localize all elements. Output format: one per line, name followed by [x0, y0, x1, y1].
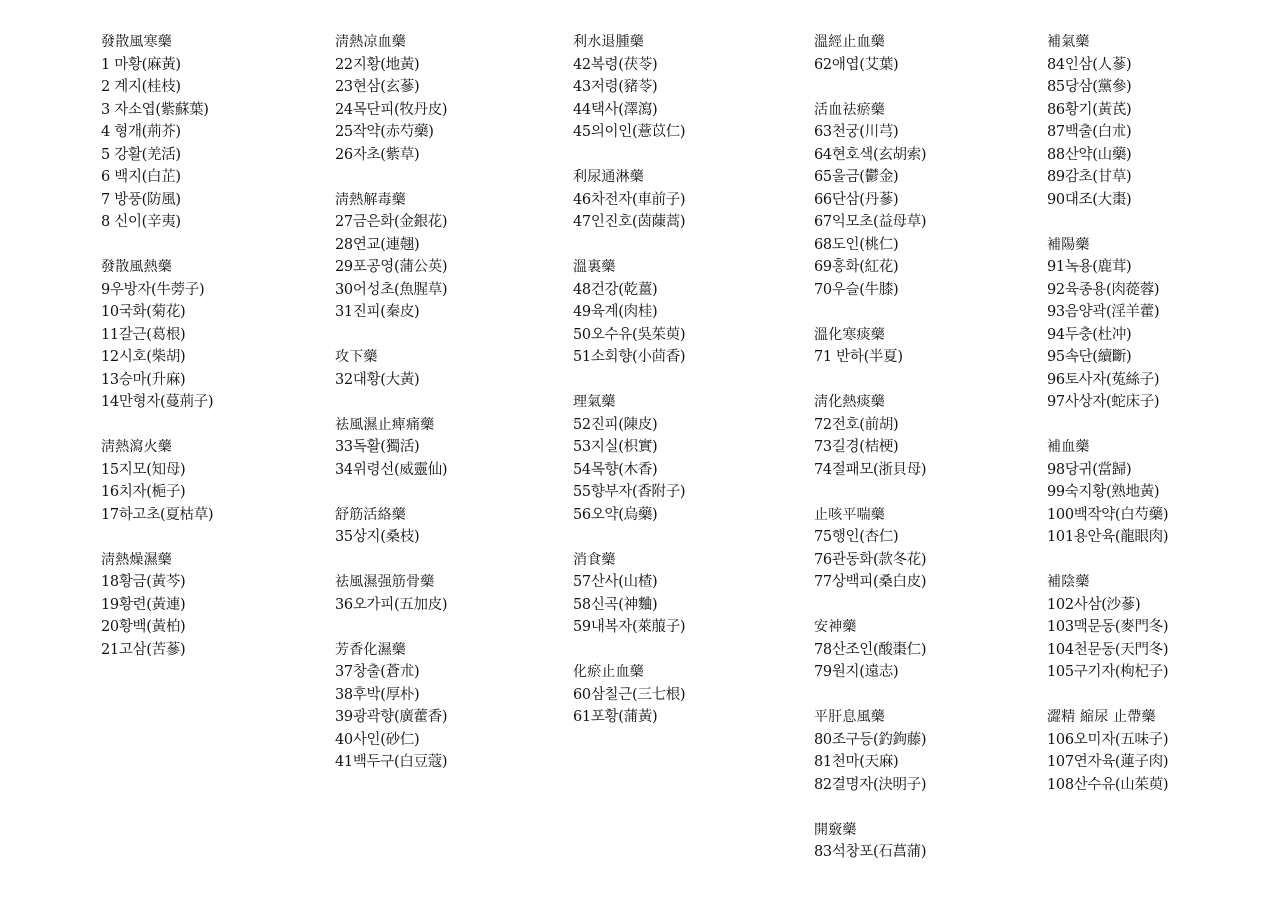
column-2 — [335, 31, 563, 796]
herb-item: 59내복자(萊菔子) — [573, 619, 686, 635]
herb-item: 97사상자(蛇床子) — [1047, 394, 1160, 410]
herb-item: 62애엽(艾葉) — [814, 56, 899, 73]
herb-item: 10국화(菊花) — [101, 304, 186, 320]
herb-item: 54목향(木香) — [573, 461, 658, 478]
category-title: 攻下藥 — [335, 349, 378, 365]
category-title: 祛風濕止痺痛藥 — [335, 416, 435, 433]
herb-item: 92육종용(肉蓯蓉) — [1047, 281, 1160, 298]
herb-category-group — [573, 391, 801, 526]
herb-category-group — [573, 166, 801, 234]
category-title: 溫化寒痰藥 — [814, 326, 885, 343]
herb-item: 65울금(鬱金) — [814, 169, 899, 185]
herb-item: 94두충(杜冲) — [1047, 326, 1132, 343]
column-4 — [814, 31, 1042, 886]
category-title: 發散風熱藥 — [101, 259, 172, 275]
herb-item: 11갈근(葛根) — [101, 326, 186, 343]
category-title: 補陽藥 — [1047, 236, 1090, 253]
herb-item: 41백두구(白豆蔻) — [335, 754, 448, 770]
category-title: 化瘀止血藥 — [573, 664, 644, 680]
category-title: 安神藥 — [814, 619, 857, 635]
category-title: 理氣藥 — [573, 394, 616, 410]
herb-category-group — [101, 256, 329, 414]
herb-item: 4 형개(荊芥) — [101, 124, 181, 140]
category-title: 淸熱燥濕藥 — [101, 551, 172, 568]
herb-item: 90대조(大棗) — [1047, 191, 1132, 208]
herb-item: 99숙지황(熟地黃) — [1047, 484, 1160, 500]
herb-item: 66단삼(丹蔘) — [814, 191, 899, 208]
herb-item: 14만형자(蔓荊子) — [101, 394, 214, 410]
herb-item: 86황기(黃芪) — [1047, 101, 1132, 118]
herb-category-group — [814, 99, 1042, 302]
herb-category-group — [573, 661, 801, 729]
herb-item: 100백작약(白芍藥) — [1047, 506, 1169, 523]
herb-category-group — [814, 504, 1042, 594]
herb-item: 68도인(桃仁) — [814, 236, 899, 253]
herb-item: 20황백(黃柏) — [101, 619, 186, 635]
category-title: 淸熱瀉火藥 — [101, 439, 172, 455]
herb-category-group — [814, 391, 1042, 481]
herb-item: 32대황(大黃) — [335, 371, 420, 388]
herb-item: 31진피(秦皮) — [335, 304, 420, 320]
herb-item: 34위령선(威靈仙) — [335, 461, 448, 478]
category-title: 利尿通淋藥 — [573, 169, 644, 185]
category-title: 發散風寒藥 — [101, 34, 172, 50]
herb-item: 27금은화(金銀花) — [335, 214, 448, 230]
herb-item: 19황련(黃連) — [101, 596, 186, 613]
herb-item: 105구기자(枸杞子) — [1047, 664, 1169, 680]
herb-item: 2 계지(桂枝) — [101, 79, 181, 95]
herb-item: 35상지(桑枝) — [335, 529, 420, 545]
herb-category-group — [1047, 31, 1275, 211]
herb-item: 30어성초(魚腥草) — [335, 281, 448, 298]
herb-item: 107연자육(蓮子肉) — [1047, 754, 1169, 770]
herb-category-group — [814, 324, 1042, 369]
herb-item: 67익모초(益母草) — [814, 214, 927, 230]
herb-item: 43저령(豬苓) — [573, 79, 658, 95]
herb-category-group — [335, 571, 563, 616]
herb-item: 56오약(烏藥) — [573, 506, 658, 523]
herb-item: 45의이인(薏苡仁) — [573, 124, 686, 140]
herb-item: 73길경(桔梗) — [814, 439, 899, 455]
herb-category-group — [573, 256, 801, 369]
herb-item: 40사인(砂仁) — [335, 731, 420, 748]
herb-item: 49육계(肉桂) — [573, 304, 658, 320]
herb-item: 28연교(連翹) — [335, 236, 420, 253]
category-title: 平肝息風藥 — [814, 709, 885, 725]
column-3 — [573, 31, 801, 751]
herb-item: 50오수유(吳茱萸) — [573, 326, 686, 343]
herb-item: 104천문동(天門冬) — [1047, 641, 1169, 658]
herb-category-group — [1047, 234, 1275, 414]
herb-item: 51소회향(小茴香) — [573, 349, 686, 365]
herb-item: 93음양곽(淫羊藿) — [1047, 304, 1160, 320]
herb-item: 16치자(梔子) — [101, 484, 186, 500]
category-title: 止咳平喘藥 — [814, 506, 885, 523]
herb-item: 70우슬(牛膝) — [814, 281, 899, 298]
herb-item: 55향부자(香附子) — [573, 484, 686, 500]
category-title: 補陰藥 — [1047, 574, 1090, 590]
herb-item: 5 강활(羌活) — [101, 146, 181, 163]
herb-item: 96토사자(菟絲子) — [1047, 371, 1160, 388]
category-title: 祛風濕强筋骨藥 — [335, 574, 435, 590]
herb-item: 84인삼(人蔘) — [1047, 56, 1132, 73]
herb-item: 47인진호(茵蔯蒿) — [573, 214, 686, 230]
category-title: 澀精 縮尿 止帶藥 — [1047, 709, 1156, 725]
herb-item: 7 방풍(防風) — [101, 191, 181, 208]
herb-category-group — [1047, 571, 1275, 684]
category-title: 淸熱解毒藥 — [335, 191, 406, 208]
herb-item: 82결명자(決明子) — [814, 776, 927, 793]
herb-item: 95속단(續斷) — [1047, 349, 1132, 365]
herb-item: 33독활(獨活) — [335, 439, 420, 455]
herb-category-group — [335, 504, 563, 549]
herb-category-group — [814, 616, 1042, 684]
herb-item: 17하고초(夏枯草) — [101, 506, 214, 523]
herb-category-group — [335, 189, 563, 324]
herb-item: 71 반하(半夏) — [814, 349, 903, 365]
herb-item: 48건강(乾薑) — [573, 281, 658, 298]
herb-item: 88산약(山藥) — [1047, 146, 1132, 163]
herb-item: 26자초(紫草) — [335, 146, 420, 163]
herb-item: 106오미자(五味子) — [1047, 731, 1169, 748]
herb-item: 15지모(知母) — [101, 461, 186, 478]
category-title: 芳香化濕藥 — [335, 641, 406, 658]
herb-item: 37창출(蒼朮) — [335, 664, 420, 680]
herb-item: 53지실(枳實) — [573, 439, 658, 455]
herb-category-group — [814, 819, 1042, 864]
herb-item: 1 마황(麻黃) — [101, 56, 181, 73]
category-title: 補氣藥 — [1047, 34, 1090, 50]
herb-item: 75행인(杏仁) — [814, 529, 899, 545]
herb-category-group — [573, 31, 801, 144]
herb-item: 72전호(前胡) — [814, 416, 899, 433]
herb-item: 52진피(陳皮) — [573, 416, 658, 433]
herb-item: 74절패모(浙貝母) — [814, 461, 927, 478]
herb-item: 79원지(遠志) — [814, 664, 899, 680]
category-title: 舒筋活絡藥 — [335, 506, 406, 523]
herb-item: 29포공영(蒲公英) — [335, 259, 448, 275]
herb-item: 60삼칠근(三七根) — [573, 686, 686, 703]
herb-item: 108산수유(山茱萸) — [1047, 776, 1169, 793]
herb-item: 3 자소엽(紫蘇葉) — [101, 101, 209, 118]
herb-item: 58신곡(神麯) — [573, 596, 658, 613]
herb-item: 36오가피(五加皮) — [335, 596, 448, 613]
herb-item: 80조구등(釣鉤藤) — [814, 731, 927, 748]
herb-item: 42복령(茯苓) — [573, 56, 658, 73]
herb-item: 69홍화(紅花) — [814, 259, 899, 275]
herb-category-group — [335, 414, 563, 482]
herb-item: 89감초(甘草) — [1047, 169, 1132, 185]
column-1 — [101, 31, 329, 684]
herb-item: 91녹용(鹿茸) — [1047, 259, 1132, 275]
herb-category-group — [335, 639, 563, 774]
herb-item: 77상백피(桑白皮) — [814, 574, 927, 590]
herb-item: 24목단피(牧丹皮) — [335, 101, 448, 118]
herb-item: 64현호색(玄胡索) — [814, 146, 927, 163]
herb-item: 12시호(柴胡) — [101, 349, 186, 365]
herb-item: 57산사(山楂) — [573, 574, 658, 590]
herb-item: 87백출(白朮) — [1047, 124, 1132, 140]
category-title: 活血祛瘀藥 — [814, 101, 885, 118]
herb-category-group — [573, 549, 801, 639]
category-title: 溫裏藥 — [573, 259, 616, 275]
herb-item: 21고삼(苦蔘) — [101, 641, 186, 658]
category-title: 開竅藥 — [814, 821, 857, 838]
herb-item: 9우방자(牛蒡子) — [101, 281, 205, 298]
herb-item: 85당삼(黨參) — [1047, 79, 1132, 95]
herb-category-group — [101, 549, 329, 662]
herb-category-group — [1047, 436, 1275, 549]
herb-item: 81천마(天麻) — [814, 754, 899, 770]
category-title: 淸熱凉血藥 — [335, 34, 406, 50]
herb-category-group — [814, 706, 1042, 796]
herb-item: 22지황(地黃) — [335, 56, 420, 73]
herb-item: 8 신이(辛夷) — [101, 214, 181, 230]
herb-item: 46차전자(車前子) — [573, 191, 686, 208]
herb-item: 25작약(赤芍藥) — [335, 124, 434, 140]
herb-item: 61포황(蒲黃) — [573, 709, 658, 725]
herb-item: 39광곽향(廣藿香) — [335, 709, 448, 725]
herb-item: 18황금(黃芩) — [101, 574, 186, 590]
herb-category-group — [335, 346, 563, 391]
herb-item: 44택사(澤瀉) — [573, 101, 658, 118]
category-title: 消食藥 — [573, 551, 616, 568]
herb-item: 101용안육(龍眼肉) — [1047, 529, 1169, 545]
herb-category-group — [814, 31, 1042, 76]
herb-item: 102사삼(沙蔘) — [1047, 596, 1141, 613]
herb-item: 13승마(升麻) — [101, 371, 186, 388]
herb-category-group — [101, 31, 329, 234]
category-title: 淸化熱痰藥 — [814, 394, 885, 410]
column-5 — [1047, 31, 1275, 819]
category-title: 溫經止血藥 — [814, 34, 885, 50]
herb-item: 38후박(厚朴) — [335, 686, 420, 703]
herb-item: 63천궁(川芎) — [814, 124, 899, 140]
herb-item: 103맥문동(麥門冬) — [1047, 619, 1169, 635]
herb-item: 76관동화(款冬花) — [814, 551, 927, 568]
herb-item: 83석창포(石菖蒲) — [814, 844, 927, 860]
category-title: 補血藥 — [1047, 439, 1090, 455]
herb-category-group — [335, 31, 563, 166]
herb-category-group — [1047, 706, 1275, 796]
herb-item: 98당귀(當歸) — [1047, 461, 1132, 478]
herb-item: 78산조인(酸棗仁) — [814, 641, 927, 658]
herb-item: 6 백지(白芷) — [101, 169, 181, 185]
herb-category-group — [101, 436, 329, 526]
category-title: 利水退腫藥 — [573, 34, 644, 50]
herb-item: 23현삼(玄蔘) — [335, 79, 420, 95]
